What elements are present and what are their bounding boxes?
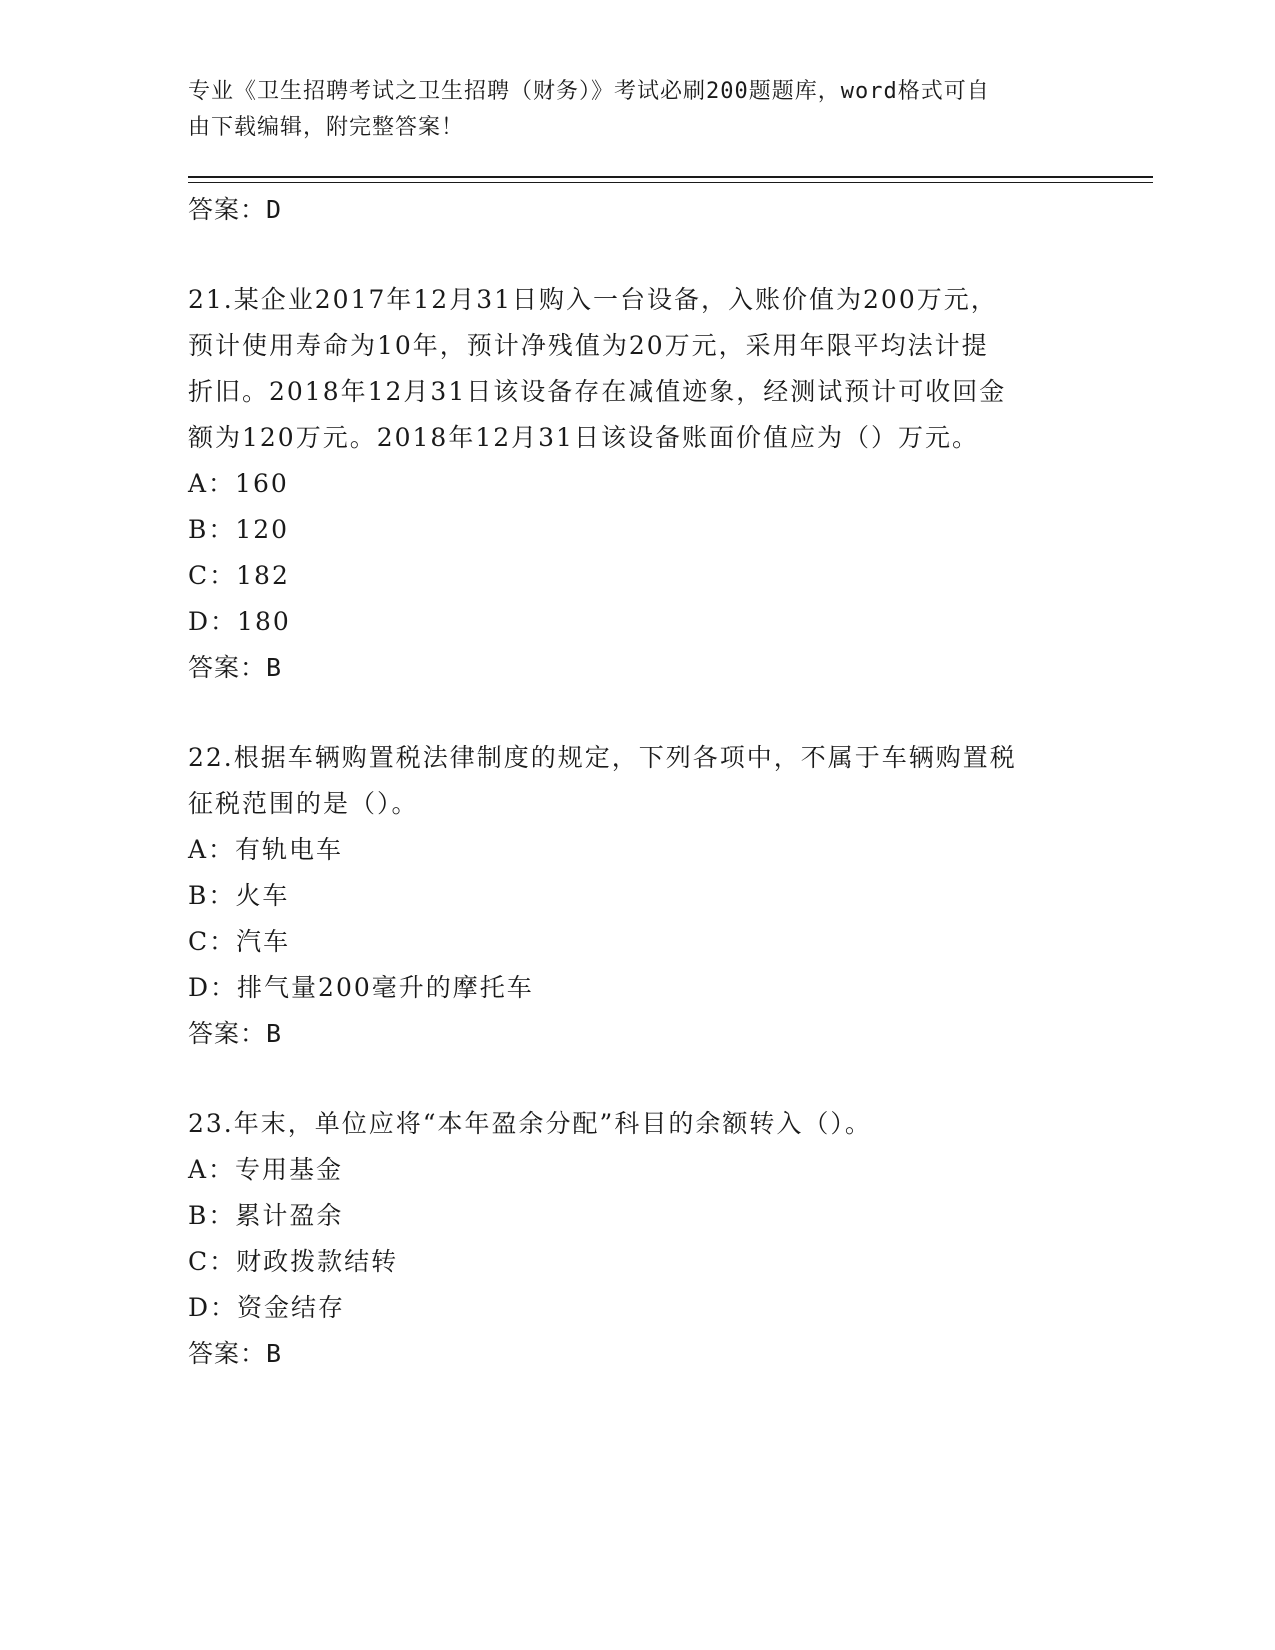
question-22 <box>188 735 1088 1057</box>
stem-line: 21.某企业2017年12月31日购入一台设备，入账价值为200万元， <box>188 285 998 314</box>
header-line-2: 由下载编辑，附完整答案！ <box>188 115 465 140</box>
question-21 <box>188 277 1088 691</box>
option-d: D：资金结存 <box>188 1293 346 1322</box>
question-list <box>188 187 1088 1377</box>
header-divider <box>188 176 1153 178</box>
stem-line: 折旧。2018年12月31日该设备存在减值迹象，经测试预计可收回金 <box>188 377 1007 406</box>
question-23 <box>188 1101 1088 1377</box>
stem-line: 23.年末，单位应将“本年盈余分配”科目的余额转入（）。 <box>188 1109 872 1138</box>
stem-line: 额为120万元。2018年12月31日该设备账面价值应为（）万元。 <box>188 423 979 452</box>
document-header <box>188 74 1068 146</box>
previous-answer: 答案：D <box>188 195 283 224</box>
answer-line: 答案：B <box>188 1339 283 1368</box>
option-c: C：汽车 <box>188 927 291 956</box>
option-d: D：排气量200毫升的摩托车 <box>188 973 534 1002</box>
option-a: A：160 <box>188 469 289 498</box>
stem-line: 预计使用寿命为10年，预计净残值为20万元，采用年限平均法计提 <box>188 331 989 360</box>
header-line-1: 专业《卫生招聘考试之卫生招聘（财务）》考试必刷200题题库，word格式可自 <box>188 79 990 104</box>
option-d: D：180 <box>188 607 291 636</box>
question-stem <box>188 1101 1088 1147</box>
answer-line: 答案：B <box>188 653 283 682</box>
stem-line: 22.根据车辆购置税法律制度的规定，下列各项中，不属于车辆购置税 <box>188 743 1017 772</box>
question-stem <box>188 277 1088 461</box>
header-divider-thin <box>188 182 1153 183</box>
question-stem <box>188 735 1088 827</box>
option-b: B：120 <box>188 515 290 544</box>
stem-line: 征税范围的是（）。 <box>188 789 419 818</box>
option-a: A：专用基金 <box>188 1155 344 1184</box>
option-a: A：有轨电车 <box>188 835 344 864</box>
option-c: C：182 <box>188 561 290 590</box>
answer-line: 答案：B <box>188 1019 283 1048</box>
option-b: B：火车 <box>188 881 290 910</box>
option-b: B：累计盈余 <box>188 1201 344 1230</box>
option-c: C：财政拨款结转 <box>188 1247 399 1276</box>
